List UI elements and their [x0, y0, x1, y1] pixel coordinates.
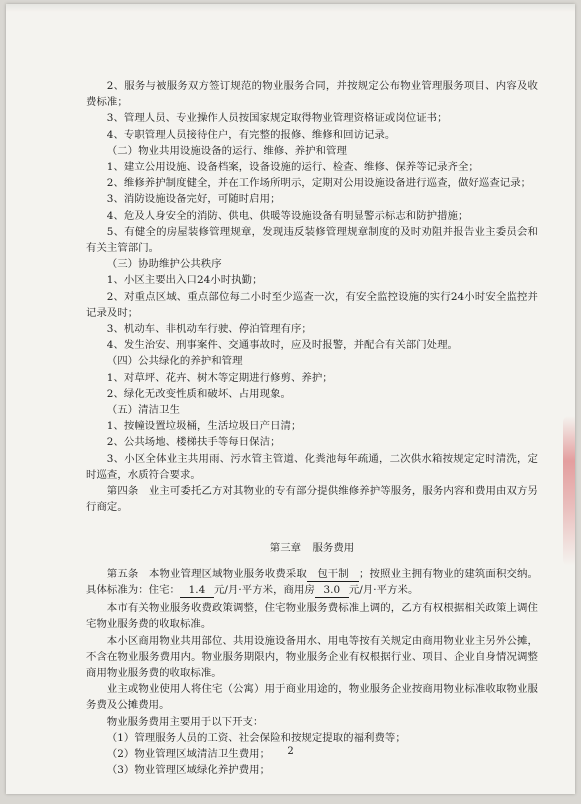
paragraph: 1、小区主要出入口24小时执勤；	[106, 274, 263, 287]
article-5-text: 第五条 本物业管理区域物业服务收费采取	[106, 567, 307, 580]
fee-method-blank: 包干制	[307, 568, 359, 582]
paragraph: 5、有健全的房屋装修管理规章，发现违反装修管理规章制度的及时劝阻并报告业主委员会和有关主管部门。	[86, 225, 538, 255]
paragraph: 本小区商用物业共用部位、共用设施设备用水、用电等按有关规定由商用物业业主另外公摊，不含在物业服务费用内。物业服务期限内，物业服务企业有权根据行业、项目、企业自身情况调整商用物业服务费的收取标准。	[86, 634, 538, 679]
article-5-text: 元/月·平方米。	[348, 583, 419, 596]
seal-stamp-edge	[563, 416, 575, 566]
paragraph: 4、专职管理人员接待住户，有完整的报修、维修和回访记录。	[106, 128, 396, 141]
list-item: （1）管理服务人员的工资、社会保险和按规定提取的福利费等；	[106, 731, 406, 744]
paragraph: 1、按幢设置垃圾桶，生活垃圾日产日清；	[106, 420, 302, 433]
paragraph: 2、维修养护制度健全，并在工作场所明示，定期对公用设施设备进行巡查，做好巡查记录；	[106, 177, 532, 190]
chapter-heading	[86, 540, 538, 556]
article-5	[86, 566, 538, 598]
section-heading: （五）清洁卫生	[106, 404, 180, 417]
chapter-number: 第三章	[269, 542, 302, 555]
page-number: 2	[287, 746, 294, 757]
section-heading: （二）物业共用设施设备的运行、维修、养护和管理	[106, 144, 347, 157]
article-5-text: ；按照业主拥有物业的建筑面积交纳。具体标准为：住宅：	[86, 567, 538, 596]
section-heading: （三）协助维护公共秩序	[106, 258, 222, 271]
paragraph: 3、机动车、非机动车行驶、停泊管理有序；	[106, 323, 312, 336]
paragraph: 2、绿化无改变性质和破坏、占用现象。	[106, 387, 291, 400]
list-item: （3）物业管理区域绿化养护费用；	[106, 764, 271, 777]
paragraph: 2、对重点区域、重点部位每二小时至少巡查一次，有安全监控设施的实行24小时安全监控并记录及时；	[86, 290, 538, 319]
commercial-fee-blank: 3.0	[315, 584, 349, 598]
section-heading: （四）公共绿化的养护和管理	[106, 355, 243, 368]
paragraph: 4、危及人身安全的消防、供电、供暖等设施设备有明显警示标志和防护措施；	[106, 209, 469, 222]
paragraph: 3、小区全体业主共用雨、污水管主管道、化粪池每年疏通，二次供水箱按规定定时清洗，定时巡查，水质符合要求。	[86, 452, 538, 481]
list-item: （2）物业管理区域清洁卫生费用；	[106, 747, 271, 760]
paragraph: 物业服务费用主要用于以下开支：	[106, 715, 264, 728]
paragraph: 3、消防设施设备完好，可随时启用；	[106, 193, 281, 206]
paragraph: 3、管理人员、专业操作人员按国家规定取得物业管理资格证或岗位证书；	[106, 112, 448, 125]
paragraph: 本市有关物业服务收费政策调整，住宅物业服务费标准上调的，乙方有权根据相关政策上调住宅物业服务费的收取标准。	[86, 602, 538, 631]
residential-fee-blank: 1.4	[180, 584, 214, 598]
paragraph: 业主或物业使用人将住宅（公寓）用于商业用途的，物业服务企业按商用物业标准收取物业服务费及公摊费用。	[86, 683, 538, 712]
paragraph: 1、建立公用设施、设备档案，设备设施的运行、检查、维修、保养等记录齐全；	[106, 161, 479, 174]
paragraph: 2、公共场地、楼梯扶手等每日保洁；	[106, 436, 281, 449]
paragraph: 1、对草坪、花卉、树木等定期进行修剪、养护；	[106, 371, 333, 384]
paragraph: 2、服务与被服务双方签订规范的物业服务合同，并按规定公布物业管理服务项目、内容及收费标准；	[86, 80, 538, 109]
article-4: 第四条 业主可委托乙方对其物业的专有部分提供维修养护等服务，服务内容和费用由双方另行商定。	[86, 485, 538, 514]
paragraph: 4、发生治安、刑事案件、交通事故时，应及时报警，并配合有关部门处理。	[106, 339, 458, 352]
page-shadow	[6, 4, 575, 12]
document-page	[6, 4, 575, 794]
article-5-text: 元/月·平方米，商用房	[213, 583, 315, 596]
contract-text	[86, 78, 538, 778]
chapter-title: 服务费用	[312, 542, 355, 555]
